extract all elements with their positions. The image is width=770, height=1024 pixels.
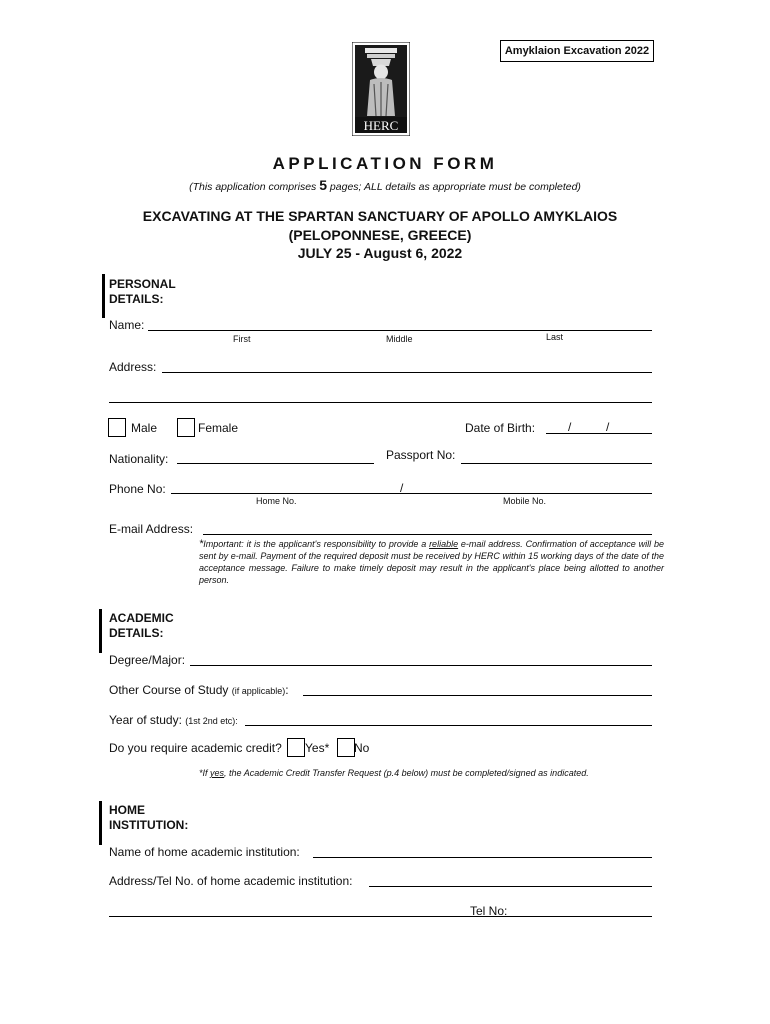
female-checkbox[interactable] [177, 418, 195, 437]
email-label: E-mail Address: [109, 522, 194, 536]
home-no-caption: Home No. [256, 496, 297, 506]
home-institution-name-field[interactable] [313, 857, 652, 858]
address-field-2[interactable] [109, 402, 652, 403]
male-label: Male [131, 421, 158, 435]
email-important-note: *Important: it is the applicant's responsibility to provide a reliable e-mail address. Confirmation of acceptance will be sent by e-mail. Payment of the required deposit must be received by HERC within 15 working days of the date of the acceptance message. Failure to make timely deposit may result in the applicant's place being allotted to another person. [199, 538, 664, 585]
male-checkbox[interactable] [108, 418, 126, 437]
dob-separator: / [606, 420, 610, 434]
event-location: (PELOPONNESE, GREECE) [288, 227, 472, 243]
nationality-field[interactable] [177, 463, 374, 464]
credit-no-label: No [354, 741, 370, 755]
phone-field[interactable] [171, 493, 652, 494]
academic-credit-question: Do you require academic credit? [109, 741, 282, 755]
dob-separator: / [568, 420, 572, 434]
first-name-caption: First [233, 334, 251, 344]
nationality-label: Nationality: [109, 452, 169, 466]
address-field-1[interactable] [162, 372, 652, 373]
middle-name-caption: Middle [386, 334, 413, 344]
dob-label: Date of Birth: [465, 421, 536, 435]
other-course-label: Other Course of Study (if applicable): [109, 683, 289, 697]
mobile-no-caption: Mobile No. [503, 496, 547, 506]
last-name-caption: Last [546, 332, 564, 342]
female-label: Female [198, 421, 239, 435]
email-field[interactable] [203, 534, 652, 535]
phone-label: Phone No: [109, 482, 166, 496]
herc-logo [352, 42, 410, 136]
dob-field[interactable] [546, 433, 652, 434]
address-label: Address: [109, 360, 157, 374]
other-course-field[interactable] [303, 695, 652, 696]
home-institution-address-label: Address/Tel No. of home academic institution: [109, 874, 353, 888]
tel-no-label: Tel No: [470, 904, 508, 918]
credit-yes-checkbox[interactable] [287, 738, 305, 757]
form-title: APPLICATION FORM [272, 154, 498, 173]
form-subtitle: (This application comprises 5 pages; ALL details as appropriate must be completed) [189, 177, 581, 193]
home-institution-address-field-2[interactable] [109, 916, 652, 917]
event-dates: JULY 25 - August 6, 2022 [297, 245, 463, 261]
section-bar [102, 274, 105, 318]
passport-field[interactable] [461, 463, 652, 464]
academic-details-heading: ACADEMIC DETAILS: [109, 611, 174, 640]
credit-no-checkbox[interactable] [337, 738, 355, 757]
event-heading: EXCAVATING AT THE SPARTAN SANCTUARY OF APOLLO AMYKLAIOS [142, 208, 618, 224]
name-field[interactable] [148, 330, 652, 331]
personal-details-heading: PERSONAL DETAILS: [109, 277, 176, 306]
credit-yes-label: Yes* [305, 741, 330, 755]
section-bar [99, 609, 102, 653]
excavation-tag: Amyklaion Excavation 2022 [500, 40, 654, 62]
year-of-study-label: Year of study: (1st 2nd etc): [109, 713, 238, 727]
passport-label: Passport No: [386, 448, 456, 462]
home-institution-heading: HOME INSTITUTION: [109, 803, 189, 832]
year-of-study-field[interactable] [245, 725, 652, 726]
section-bar [99, 801, 102, 845]
degree-label: Degree/Major: [109, 653, 186, 667]
phone-separator: / [400, 481, 404, 495]
caryatid-logo-icon [352, 42, 410, 136]
home-institution-address-field[interactable] [369, 886, 652, 887]
home-institution-name-label: Name of home academic institution: [109, 845, 300, 859]
name-label: Name: [109, 318, 145, 332]
academic-credit-note: *If yes, the Academic Credit Transfer Request (p.4 below) must be completed/signed as indicated. [199, 768, 589, 778]
degree-field[interactable] [190, 665, 652, 666]
svg-text:HERC: HERC [363, 118, 399, 133]
